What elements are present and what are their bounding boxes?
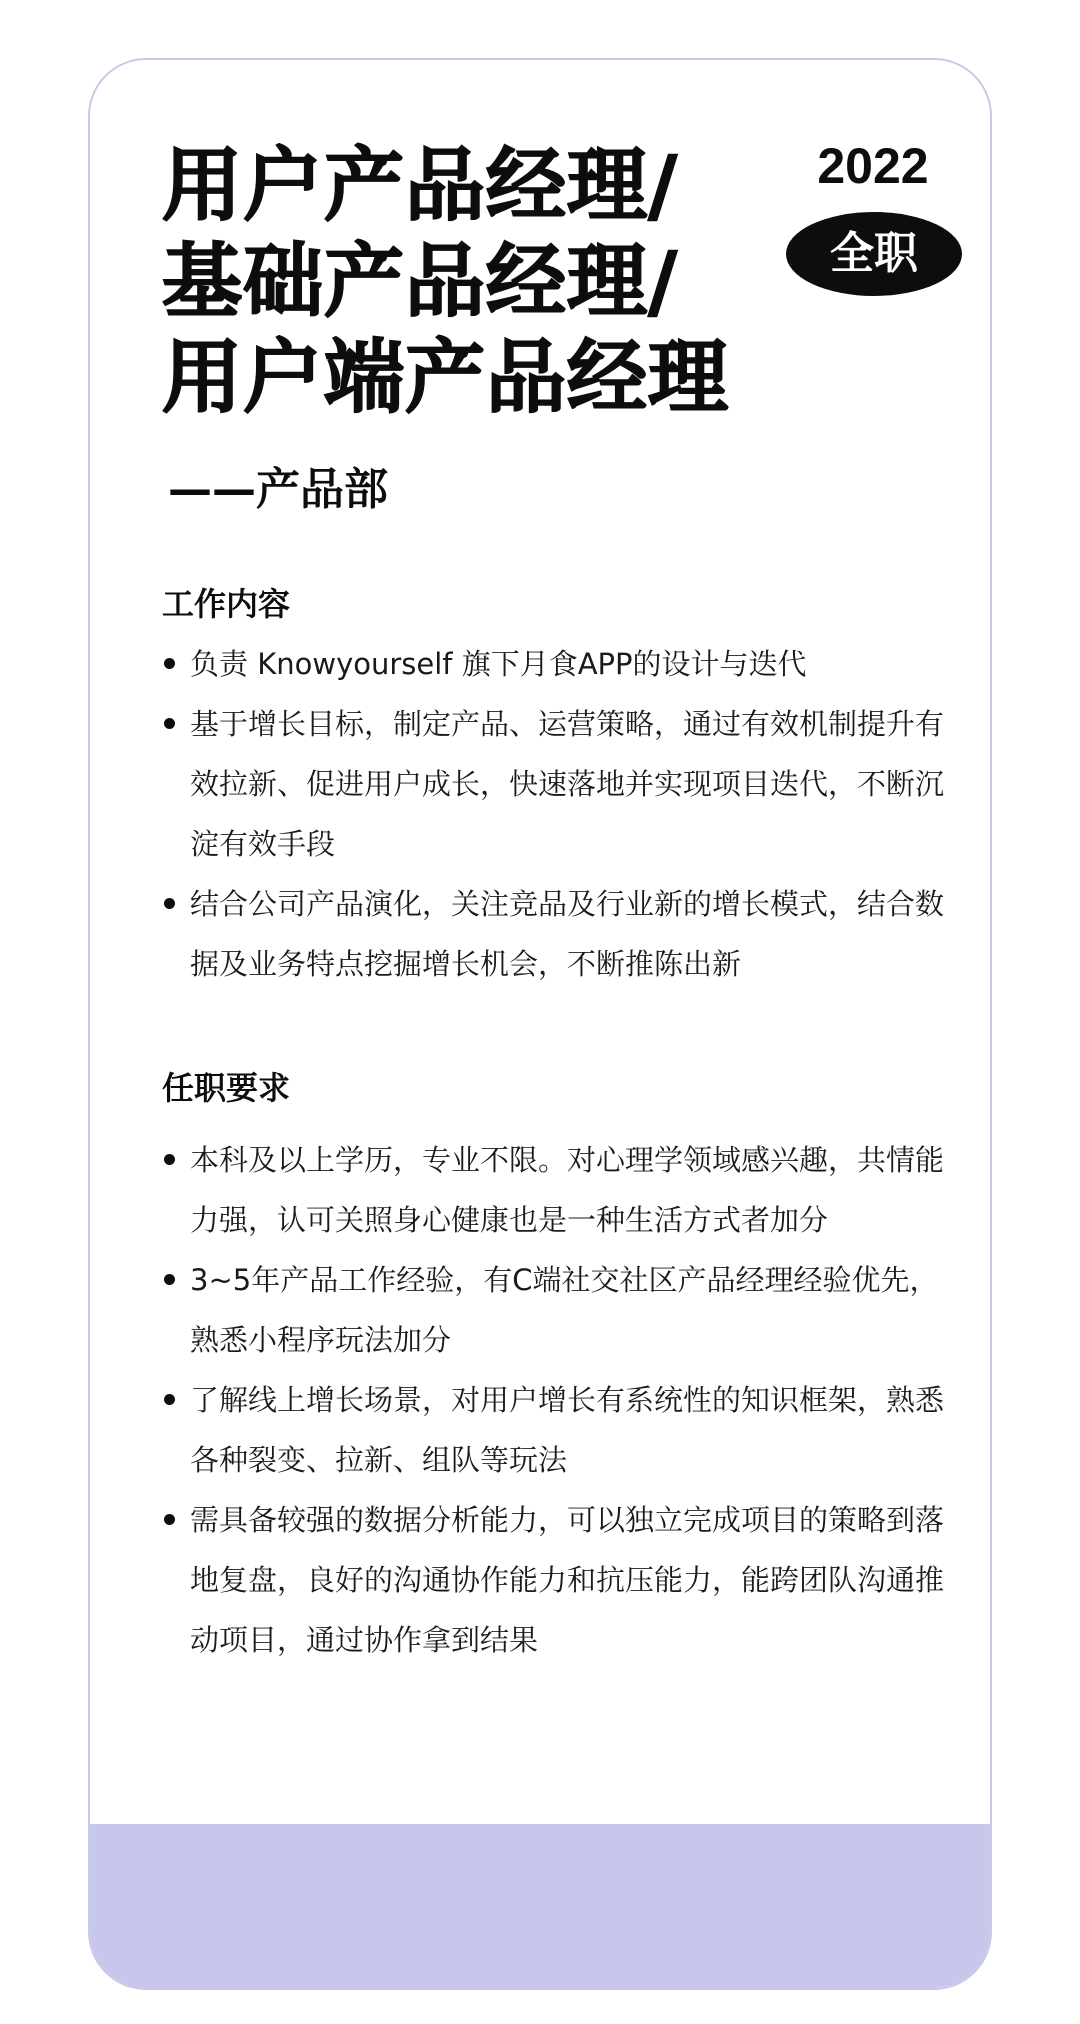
- year-label: 2022: [817, 138, 929, 194]
- bullet-dot-icon: [164, 898, 175, 909]
- list-item: [162, 634, 952, 694]
- job-card: [88, 58, 992, 1990]
- section-heading: 任职要求: [162, 1069, 291, 1107]
- employment-type-badge: 全职: [786, 212, 962, 296]
- bullet-dot-icon: [164, 1274, 175, 1285]
- list-item-text: 结合公司产品演化，关注竞品及行业新的增长模式，结合数据及业务特点挖掘增长机会，不断推陈出新: [190, 887, 945, 981]
- job-title-line: 基础产品经理/: [162, 235, 679, 328]
- section-requirements: [162, 1066, 952, 1670]
- list-item-text: 需具备较强的数据分析能力，可以独立完成项目的策略到落地复盘，良好的沟通协作能力和抗压能力，能跨团队沟通推动项目，通过协作拿到结果: [190, 1503, 945, 1657]
- list-item: [162, 1370, 952, 1490]
- list-item: [162, 1250, 952, 1370]
- section-heading: 工作内容: [162, 585, 291, 623]
- list-item: [162, 874, 952, 994]
- footer-band: [90, 1824, 990, 1988]
- list-item-text: 3~5年产品工作经验，有C端社交社区产品经理经验优先，熟悉小程序玩法加分: [190, 1263, 939, 1357]
- bullet-dot-icon: [164, 1154, 175, 1165]
- bullet-list: [162, 1130, 952, 1670]
- job-title-line: 用户端产品经理: [162, 331, 729, 424]
- list-item: [162, 1130, 952, 1250]
- bullet-dot-icon: [164, 658, 175, 669]
- section-job-content: [162, 582, 952, 994]
- list-item: [162, 694, 952, 874]
- list-item: [162, 1490, 952, 1670]
- bullet-dot-icon: [164, 718, 175, 729]
- list-item-text: 基于增长目标，制定产品、运营策略，通过有效机制提升有效拉新、促进用户成长，快速落地并实现项目迭代，不断沉淀有效手段: [190, 707, 945, 861]
- department-label: ——产品部: [168, 464, 388, 515]
- job-title-line: 用户产品经理/: [162, 139, 679, 232]
- bullet-dot-icon: [164, 1394, 175, 1405]
- bullet-dot-icon: [164, 1514, 175, 1525]
- list-item-text: 了解线上增长场景，对用户增长有系统性的知识框架，熟悉各种裂变、拉新、组队等玩法: [190, 1383, 945, 1477]
- bullet-list: [162, 634, 952, 994]
- list-item-text: 负责 Knowyourself 旗下月食APP的设计与迭代: [190, 647, 807, 681]
- job-title: [162, 138, 782, 426]
- list-item-text: 本科及以上学历，专业不限。对心理学领域感兴趣，共情能力强，认可关照身心健康也是一种生活方式者加分: [190, 1143, 945, 1237]
